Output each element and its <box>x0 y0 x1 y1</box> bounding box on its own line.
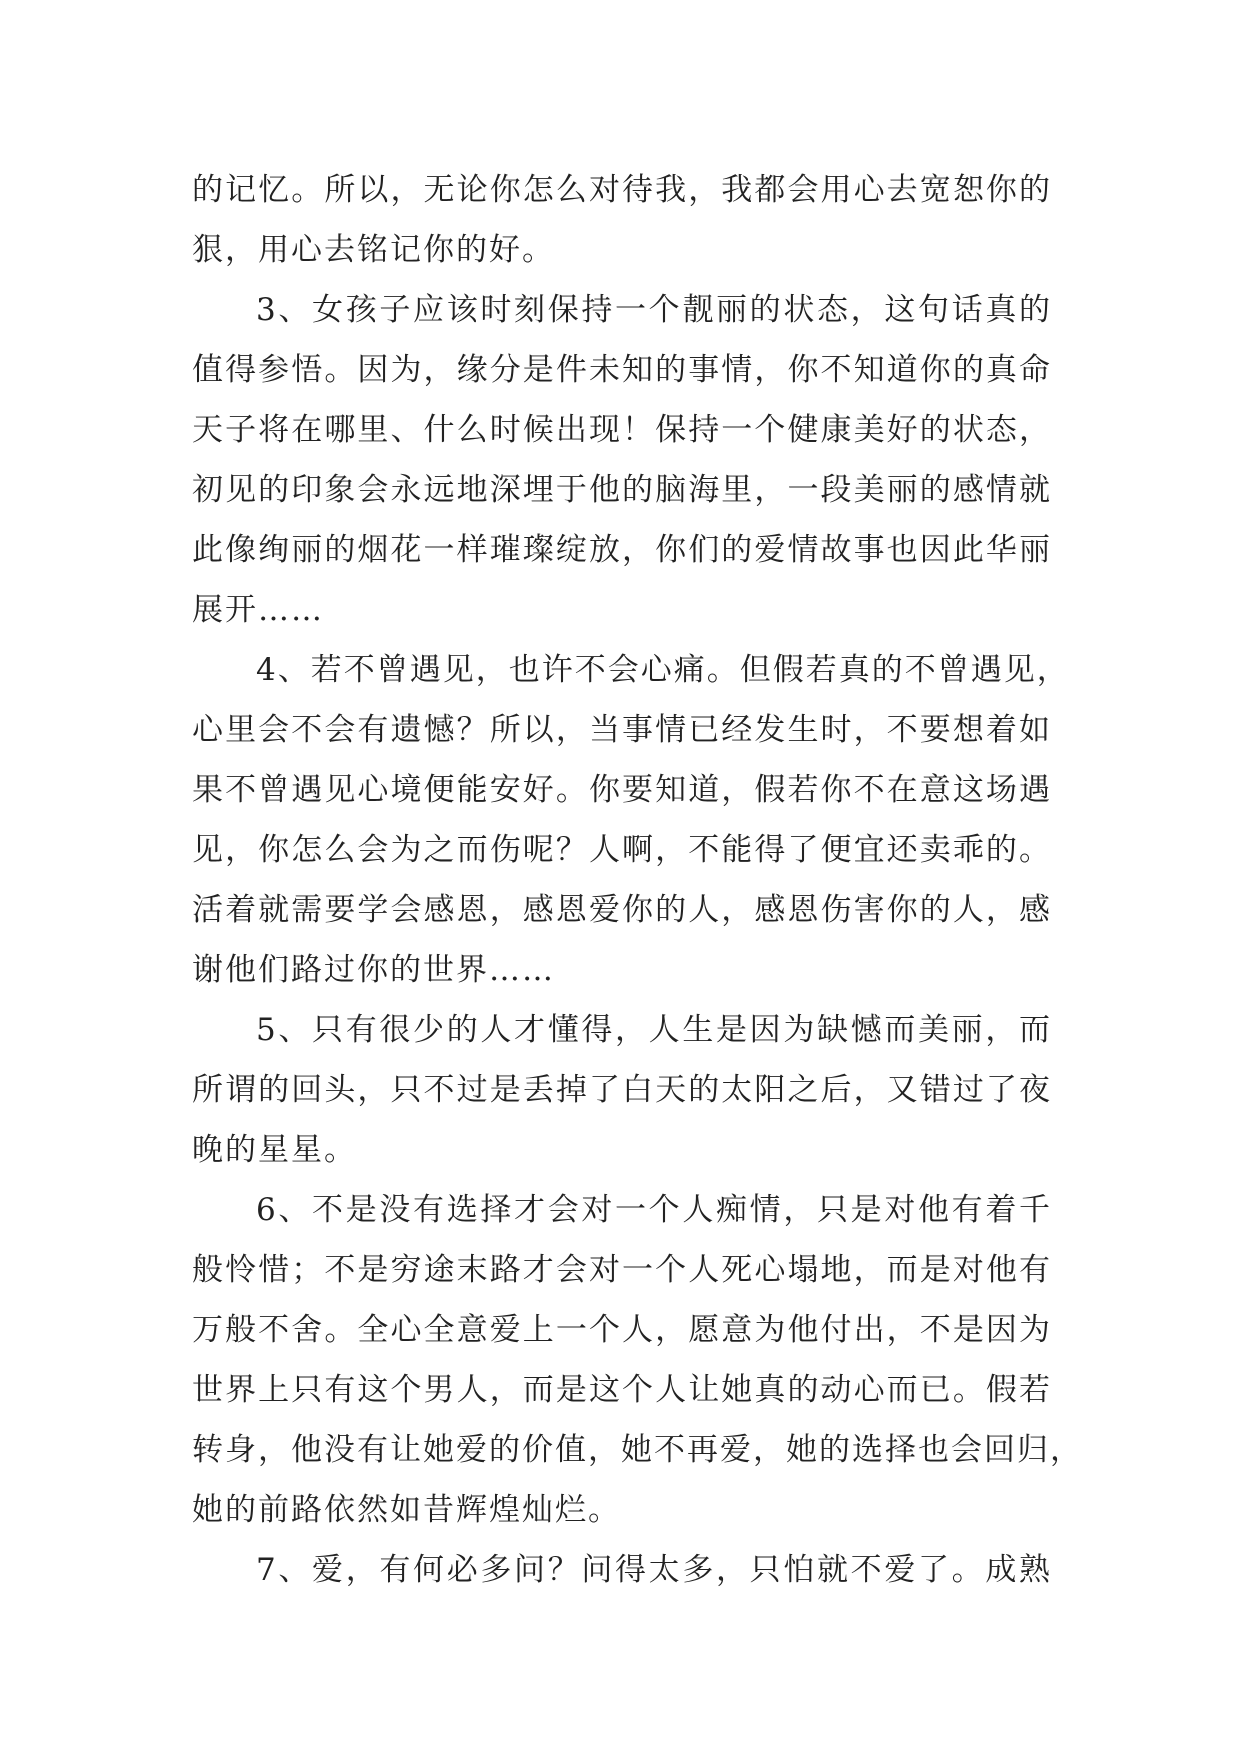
text-line: 的记忆。所以，无论你怎么对待我，我都会用心去宽恕你的 <box>192 172 1052 208</box>
text-line: 般怜惜；不是穷途末路才会对一个人死心塌地，而是对他有 <box>192 1252 1052 1288</box>
text-line: 心里会不会有遗憾？所以，当事情已经发生时，不要想着如 <box>192 712 1052 748</box>
text-line: 万般不舍。全心全意爱上一个人，愿意为他付出，不是因为 <box>192 1312 1052 1348</box>
text-line: 展开…… <box>192 592 324 628</box>
paragraph <box>192 1540 1052 1600</box>
paragraph <box>192 1000 1052 1180</box>
paragraph <box>192 280 1052 640</box>
text-line: 7、爱，有何必多问？问得太多，只怕就不爱了。成熟 <box>256 1552 1052 1588</box>
text-line: 果不曾遇见心境便能安好。你要知道，假若你不在意这场遇 <box>192 772 1052 808</box>
text-line: 转身，他没有让她爱的价值，她不再爱，她的选择也会回归， <box>192 1432 1083 1468</box>
text-line: 4、若不曾遇见，也许不会心痛。但假若真的不曾遇见， <box>256 652 1070 688</box>
text-line: 她的前路依然如昔辉煌灿烂。 <box>192 1492 621 1528</box>
text-line: 晚的星星。 <box>192 1132 357 1168</box>
text-line: 所谓的回头，只不过是丢掉了白天的太阳之后，又错过了夜 <box>192 1072 1052 1108</box>
paragraph <box>192 640 1070 1000</box>
text-line: 活着就需要学会感恩，感恩爱你的人，感恩伤害你的人，感 <box>192 892 1052 928</box>
text-line: 世界上只有这个男人，而是这个人让她真的动心而已。假若 <box>192 1372 1052 1408</box>
text-line: 值得参悟。因为，缘分是件未知的事情，你不知道你的真命 <box>192 352 1052 388</box>
text-line: 谢他们路过你的世界…… <box>192 952 555 988</box>
text-line: 见，你怎么会为之而伤呢？人啊，不能得了便宜还卖乖的。 <box>192 832 1052 868</box>
text-line: 初见的印象会永远地深埋于他的脑海里，一段美丽的感情就 <box>192 472 1052 508</box>
paragraph <box>192 160 1052 280</box>
text-line: 6、不是没有选择才会对一个人痴情，只是对他有着千 <box>256 1192 1052 1228</box>
paragraph <box>192 1180 1083 1540</box>
document-body <box>192 160 1083 1600</box>
text-line: 5、只有很少的人才懂得，人生是因为缺憾而美丽，而 <box>256 1012 1052 1048</box>
text-line: 天子将在哪里、什么时候出现！保持一个健康美好的状态， <box>192 412 1052 448</box>
text-line: 此像绚丽的烟花一样璀璨绽放，你们的爱情故事也因此华丽 <box>192 532 1052 568</box>
text-line: 狠，用心去铭记你的好。 <box>192 232 555 268</box>
text-line: 3、女孩子应该时刻保持一个靓丽的状态，这句话真的 <box>256 292 1052 328</box>
